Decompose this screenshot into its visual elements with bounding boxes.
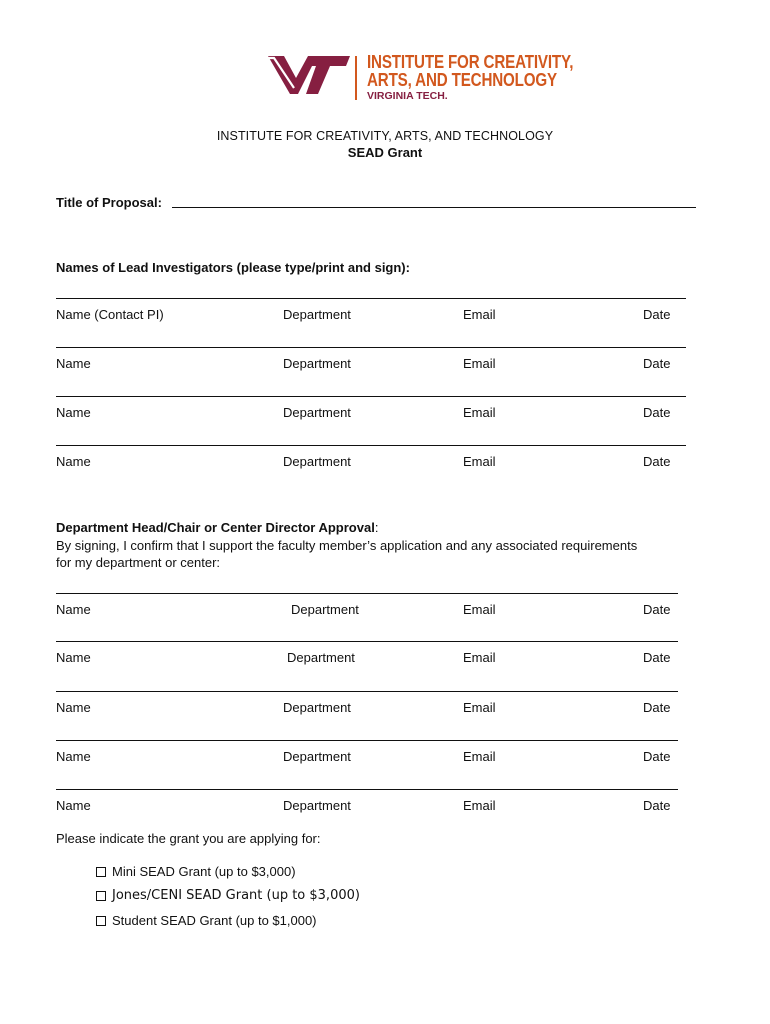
logo-divider	[355, 56, 357, 100]
signature-line[interactable]	[56, 347, 686, 348]
checkbox-student-sead[interactable]	[96, 916, 106, 926]
department-label: Department	[283, 798, 351, 813]
name-label: Name	[56, 405, 91, 420]
signature-line[interactable]	[56, 298, 686, 299]
date-label: Date	[643, 602, 671, 617]
date-label: Date	[643, 700, 671, 715]
grant-option-label: Mini SEAD Grant (up to $3,000)	[112, 864, 296, 879]
name-label: Name	[56, 602, 91, 617]
form-title: SEAD Grant	[347, 145, 423, 160]
institute-name: INSTITUTE FOR CREATIVITY, ARTS, AND TECHNOLOGY	[216, 129, 554, 143]
date-label: Date	[643, 798, 671, 813]
signature-line[interactable]	[56, 641, 678, 642]
signature-line[interactable]	[56, 593, 678, 594]
name-label: Name	[56, 700, 91, 715]
date-label: Date	[643, 454, 671, 469]
name-label: Name	[56, 356, 91, 371]
signature-line[interactable]	[56, 445, 686, 446]
name-label: Name	[56, 749, 91, 764]
email-label: Email	[463, 700, 496, 715]
checkbox-jones-ceni-sead[interactable]	[96, 891, 106, 901]
signature-line[interactable]	[56, 396, 686, 397]
name-label: Name	[56, 798, 91, 813]
email-label: Email	[463, 405, 496, 420]
approval-statement-line2: for my department or center:	[56, 555, 221, 570]
department-label: Department	[283, 749, 351, 764]
date-label: Date	[643, 307, 671, 322]
date-label: Date	[643, 749, 671, 764]
email-label: Email	[463, 454, 496, 469]
department-label: Department	[287, 650, 355, 665]
department-label: Department	[283, 356, 351, 371]
department-label: Department	[283, 405, 351, 420]
approval-heading-colon: :	[374, 520, 379, 535]
signature-line[interactable]	[56, 789, 678, 790]
logo-text-line2: ARTS, AND TECHNOLOGY	[367, 69, 558, 90]
logo-text-line1: INSTITUTE FOR CREATIVITY,	[367, 51, 574, 72]
vt-logo-mark-icon	[250, 48, 354, 100]
department-label: Department	[291, 602, 359, 617]
checkbox-mini-sead[interactable]	[96, 867, 106, 877]
grant-option-label: Jones/CENI SEAD Grant (up to $3,000)	[112, 888, 360, 903]
department-label: Department	[283, 700, 351, 715]
email-label: Email	[463, 749, 496, 764]
grant-type-question: Please indicate the grant you are applying for:	[56, 831, 321, 846]
proposal-title-field[interactable]	[172, 207, 696, 208]
logo-text-line3: VIRGINIA TECH.	[367, 90, 448, 102]
department-label: Department	[283, 307, 351, 322]
date-label: Date	[643, 405, 671, 420]
name-label: Name (Contact PI)	[56, 307, 164, 322]
name-label: Name	[56, 650, 91, 665]
signature-line[interactable]	[56, 691, 678, 692]
email-label: Email	[463, 602, 496, 617]
name-label: Name	[56, 454, 91, 469]
approval-statement-line1: By signing, I confirm that I support the faculty member’s application and any associated requirements	[56, 538, 638, 553]
signature-line[interactable]	[56, 740, 678, 741]
grant-option-label: Student SEAD Grant (up to $1,000)	[112, 913, 317, 928]
grant-option-mini[interactable]	[96, 864, 296, 879]
approval-heading	[56, 520, 378, 535]
investigators-heading: Names of Lead Investigators (please type/print and sign):	[56, 260, 410, 275]
date-label: Date	[643, 650, 671, 665]
email-label: Email	[463, 798, 496, 813]
grant-option-student[interactable]	[96, 913, 317, 928]
department-label: Department	[283, 454, 351, 469]
proposal-title-label: Title of Proposal:	[56, 195, 162, 210]
email-label: Email	[463, 356, 496, 371]
email-label: Email	[463, 307, 496, 322]
date-label: Date	[643, 356, 671, 371]
approval-heading-text: Department Head/Chair or Center Director Approval	[56, 520, 375, 535]
email-label: Email	[463, 650, 496, 665]
grant-option-jones-ceni[interactable]	[96, 888, 360, 903]
